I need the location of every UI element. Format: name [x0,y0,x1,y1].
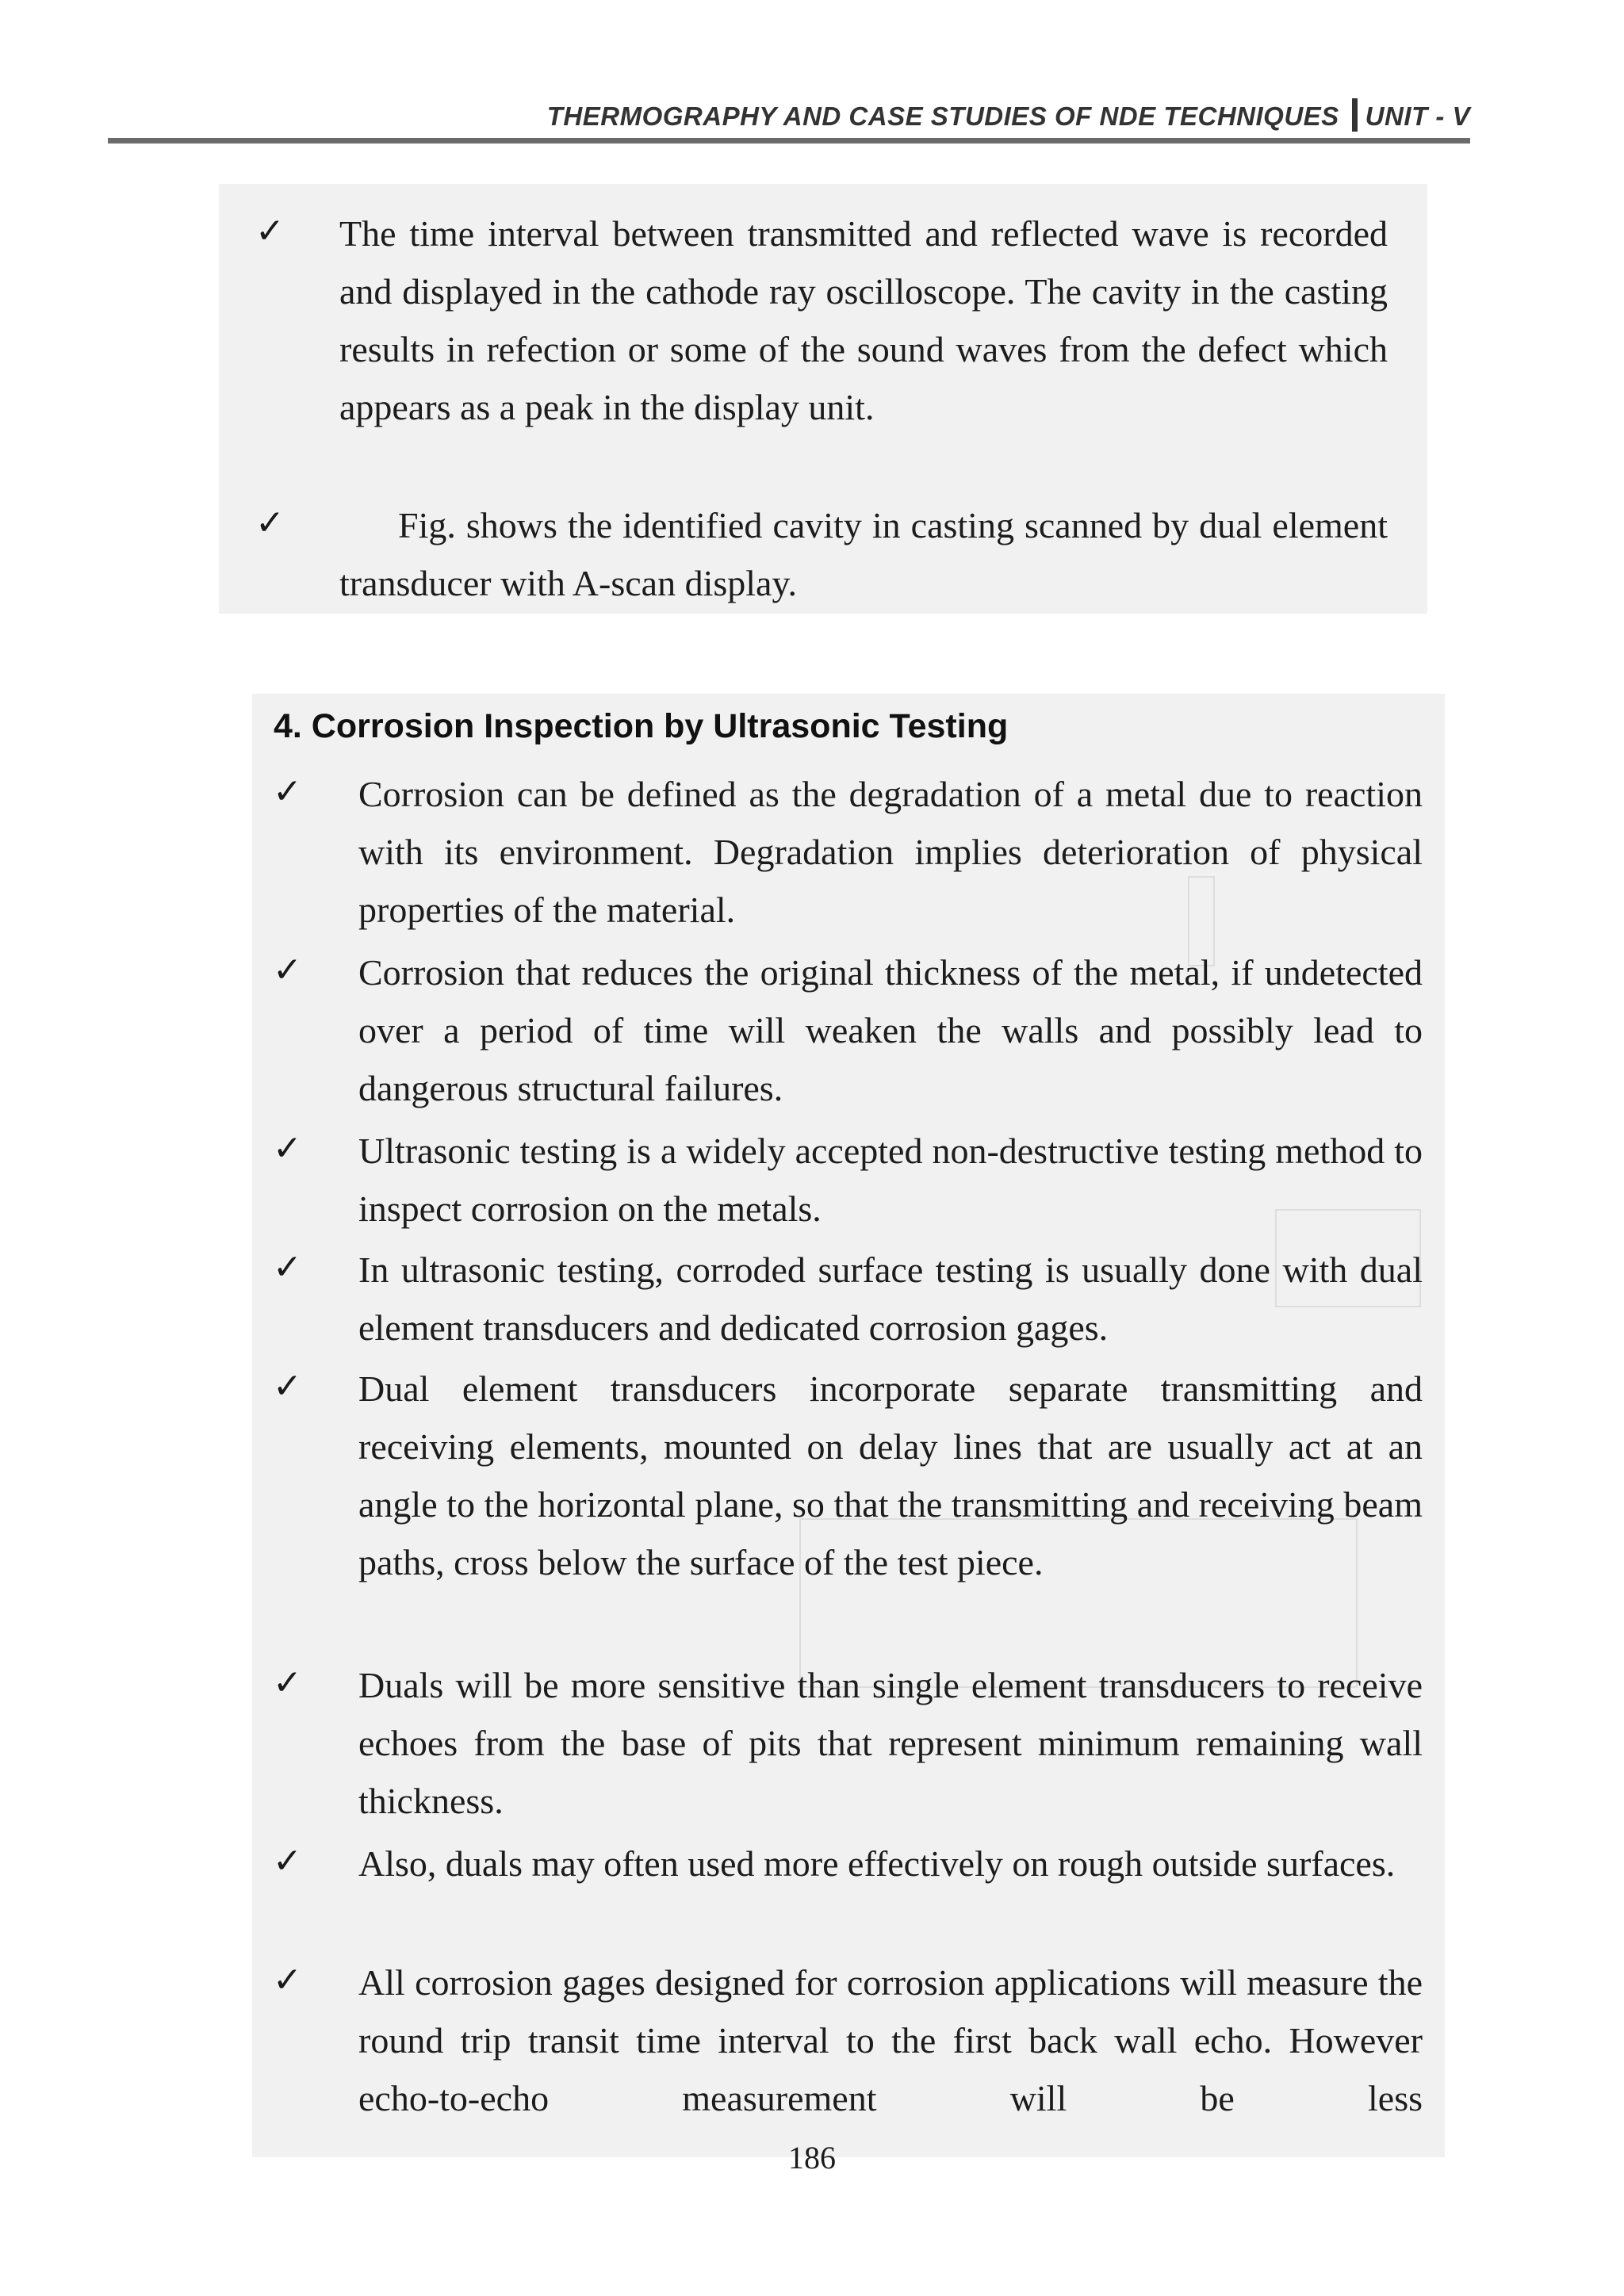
section-bullet-text: All corrosion gages designed for corrosion applications will measure the round trip transit time interval to the first back wall echo. However echo-to-echo measurement will be less [358,1962,1423,2118]
header-unit: UNIT - V [1365,101,1470,131]
section-bullet-text: Duals will be more sensitive than single element transducers to receive echoes from the base of pits that represent minimum remaining wall thickness. [358,1665,1423,1821]
check-mark-icon: ✓ [255,503,285,543]
intro-bullet-text: Fig. shows the identified cavity in casting scanned by dual element transducer with A-scan display. [339,505,1388,603]
section-bullet-text: In ultrasonic testing, corroded surface testing is usually done with dual element transducers and dedicated corrosion gages. [358,1249,1423,1348]
section-bullet-text: Ultrasonic testing is a widely accepted non-destructive testing method to inspect corrosion on the metals. [358,1131,1423,1229]
header-rule [108,138,1470,144]
check-mark-icon: ✓ [273,1841,302,1881]
check-mark-icon: ✓ [273,1128,302,1169]
check-mark-icon: ✓ [273,1366,302,1406]
header-title: THERMOGRAPHY AND CASE STUDIES OF NDE TECHNIQUES [546,101,1339,131]
check-mark-icon: ✓ [273,1663,302,1703]
check-mark-icon: ✓ [273,1247,302,1288]
section-bullet-text: Corrosion that reduces the original thickness of the metal, if undetected over a period of time will weaken the walls and possibly lead to dangerous structural failures. [358,952,1423,1108]
check-mark-icon: ✓ [273,1960,302,2000]
intro-bullet-text: The time interval between transmitted and reflected wave is recorded and displayed in the cathode ray oscilloscope. The cavity in the casting results in refection or some of the sound waves from the defect which appears as a peak in the display unit. [339,213,1388,427]
page-number: 186 [788,2140,836,2175]
section-heading: 4. Corrosion Inspection by Ultrasonic Testing [274,707,1009,745]
section-bullet-text: Corrosion can be defined as the degradation of a metal due to reaction with its environment. Degradation implies deterioration of physical properties of the material. [358,774,1423,930]
header-separator [1352,98,1358,132]
check-mark-icon: ✓ [273,771,302,812]
check-mark-icon: ✓ [273,950,302,990]
check-mark-icon: ✓ [255,211,285,251]
section-bullet-text: Dual element transducers incorporate separate transmitting and receiving elements, mounted on delay lines that are usually act at an angle to the horizontal plane, so that the transmitting and receiving beam paths, cross below the surface of the test piece. [358,1368,1423,1582]
running-header [547,98,1470,132]
section-bullet-text: Also, duals may often used more effectively on rough outside surfaces. [358,1843,1396,1884]
page-header [108,97,1470,143]
